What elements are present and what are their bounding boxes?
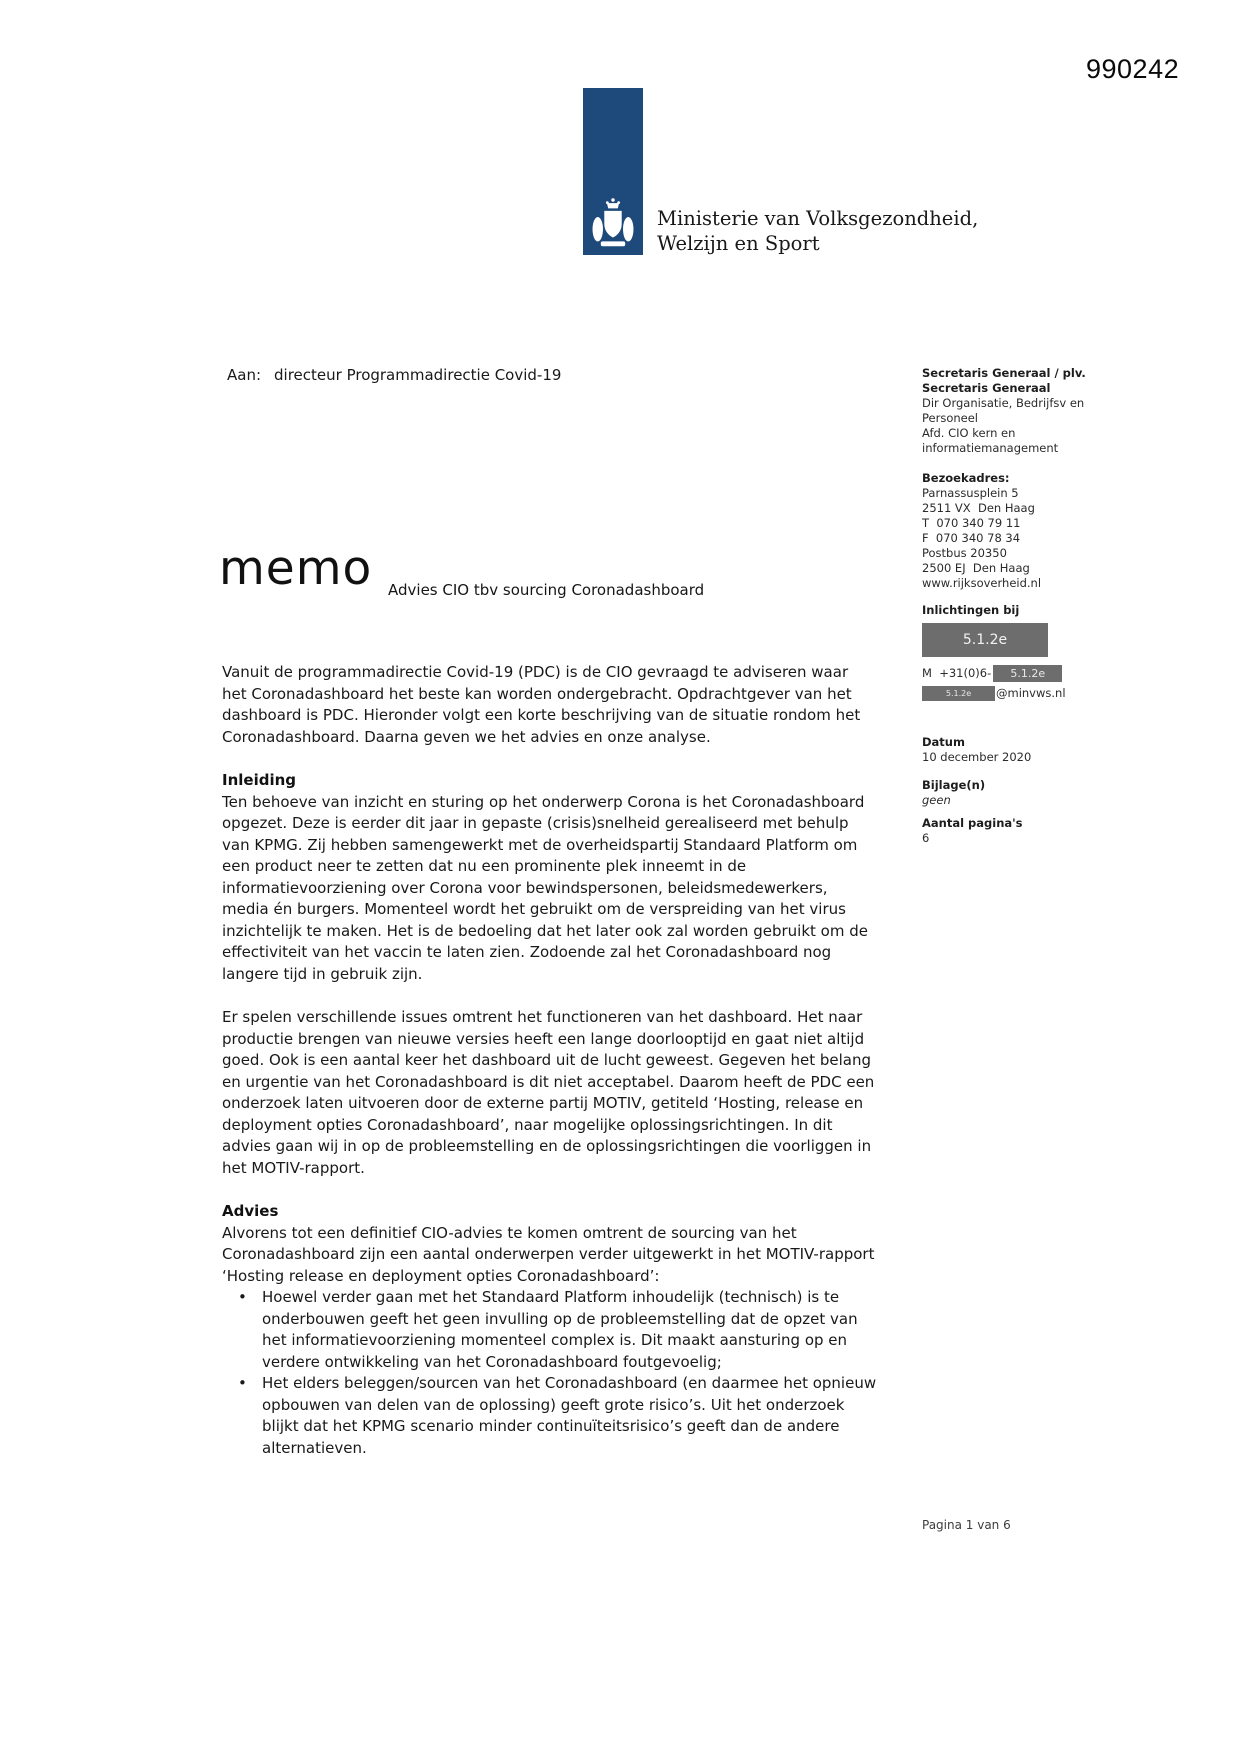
page-indicator: Pagina 1 van 6	[922, 1518, 1011, 1532]
mobile-prefix: M +31(0)6-	[922, 666, 992, 680]
visit-address-label: Bezoekadres:	[922, 471, 1010, 485]
address-line: Parnassusplein 5	[922, 486, 1019, 500]
rijksoverheid-logo-bar	[583, 88, 643, 255]
bullet-item: • Het elders beleggen/sourcen van het Coronadashboard (en daarmee het opnieuw opbouwen van delen van de oplossing) geeft grote risico’s. Uit het onderzoek blijkt dat het KPMG scenario minder continuïteitsrisico’s geeft dan de andere alternatieven.	[222, 1373, 877, 1459]
section-heading: Advies	[222, 1202, 279, 1220]
ministry-name-line2: Welzijn en Sport	[657, 232, 820, 255]
sidebar	[922, 366, 1110, 846]
sidebar-org-lines	[922, 396, 1110, 456]
body-paragraph: Alvorens tot een definitief CIO-advies te komen omtrent de sourcing van het Coronadashboard zijn een aantal onderwerpen verder uitgewerkt in het MOTIV-rapport ‘Hosting release en deployment opties Coronadashboard’:	[222, 1223, 875, 1285]
document-number: 990242	[1086, 54, 1180, 84]
sidebar-org-line: Afd. CIO kern en	[922, 426, 1016, 440]
body-paragraph: Ten behoeve van inzicht en sturing op het onderwerp Corona is het Coronadashboard opgezet. Deze is eerder dit jaar in gepaste (crisis)snelheid gerealiseerd met behulp van KPMG. Zij hebben samengewerkt met de overheidspartij Standaard Platform om een product neer te zetten dat nu een prominente plek inneemt in de informatievoorziening over Corona voor bewindspersonen, beleidsmedewerkers, media én burgers. Momenteel wordt het gebruikt om de verspreiding van het virus inzichtelijk te maken. Het is de bedoeling dat het later ook zal worden gebruikt om de effectiviteit van het vaccin te laten zien. Zodoende zal het Coronadashboard nog langere tijd in gebruik zijn.	[222, 792, 868, 983]
sidebar-org-line: Secretaris Generaal / plv.	[922, 366, 1086, 380]
redaction-box: 5.1.2e	[922, 623, 1048, 657]
attachments-value: geen	[922, 793, 951, 807]
email-domain: @minvws.nl	[996, 686, 1066, 700]
email-line	[922, 686, 1110, 701]
pages-label: Aantal pagina's	[922, 816, 1023, 830]
sidebar-org-line: Personeel	[922, 411, 978, 425]
sidebar-org-line: Dir Organisatie, Bedrijfsv en	[922, 396, 1085, 410]
contact-label: Inlichtingen bij	[922, 603, 1020, 617]
recipient-line	[227, 366, 561, 384]
redaction-box: 5.1.2e	[993, 665, 1062, 682]
address-line: 2511 VX Den Haag	[922, 501, 1035, 515]
recipient-label: Aan:	[227, 366, 262, 384]
section-heading: Inleiding	[222, 771, 297, 789]
sidebar-org-line: informatiemanagement	[922, 441, 1059, 455]
sidebar-org-line: Secretaris Generaal	[922, 381, 1051, 395]
memo-title: memo	[219, 541, 373, 596]
date-label: Datum	[922, 735, 965, 749]
address-line: F 070 340 78 34	[922, 531, 1021, 545]
body-paragraph: Vanuit de programmadirectie Covid-19 (PDC) is de CIO gevraagd te adviseren waar het Coronadashboard het beste kan worden ondergebracht. Opdrachtgever van het dashboard is PDC. Hieronder volgt een korte beschrijving van de situatie rondom het Coronadashboard. Daarna geven we het advies en onze analyse.	[222, 663, 861, 746]
pages-value: 6	[922, 831, 930, 845]
ministry-name	[657, 206, 978, 256]
mobile-line	[922, 665, 1110, 682]
address-line: www.rijksoverheid.nl	[922, 576, 1042, 590]
recipient-value: directeur Programmadirectie Covid-19	[274, 366, 562, 384]
address-line: T 070 340 79 11	[922, 516, 1021, 530]
sidebar-org-bold-lines	[922, 366, 1110, 396]
bullet-item: • Hoewel verder gaan met het Standaard Platform inhoudelijk (technisch) is te onderbouwen geeft het geen invulling op de probleemstelling dat de opzet van het informatievoorziening momenteel complex is. Dit maakt aansturing op en verdere ontwikkeling van het Coronadashboard foutgevoelig;	[222, 1287, 877, 1373]
memo-subject: Advies CIO tbv sourcing Coronadashboard	[388, 581, 705, 599]
date-value: 10 december 2020	[922, 750, 1032, 764]
redaction-box: 5.1.2e	[922, 686, 995, 701]
body-paragraph: Er spelen verschillende issues omtrent het functioneren van het dashboard. Het naar productie brengen van nieuwe versies heeft een lange doorlooptijd en gaat niet altijd goed. Ook is een aantal keer het dashboard uit de lucht geweest. Gegeven het belang en urgentie van het Coronadashboard is dit niet acceptabel. Daarom heeft de PDC een onderzoek laten uitvoeren door de externe partij MOTIV, getiteld ‘Hosting, release en deployment opties Coronadashboard’, naar mogelijke oplossingsrichtingen. In dit advies gaan wij in op de probleemstelling en de oplossingsrichtingen die voorliggen in het MOTIV-rapport.	[222, 1008, 875, 1177]
memo-body	[222, 662, 877, 1459]
attachments-label: Bijlage(n)	[922, 778, 986, 792]
ministry-name-line1: Ministerie van Volksgezondheid,	[657, 207, 979, 230]
address-line: 2500 EJ Den Haag	[922, 561, 1030, 575]
coat-of-arms-icon	[591, 197, 635, 251]
visit-address-lines	[922, 486, 1110, 591]
bullet-list	[222, 1287, 877, 1459]
address-line: Postbus 20350	[922, 546, 1007, 560]
